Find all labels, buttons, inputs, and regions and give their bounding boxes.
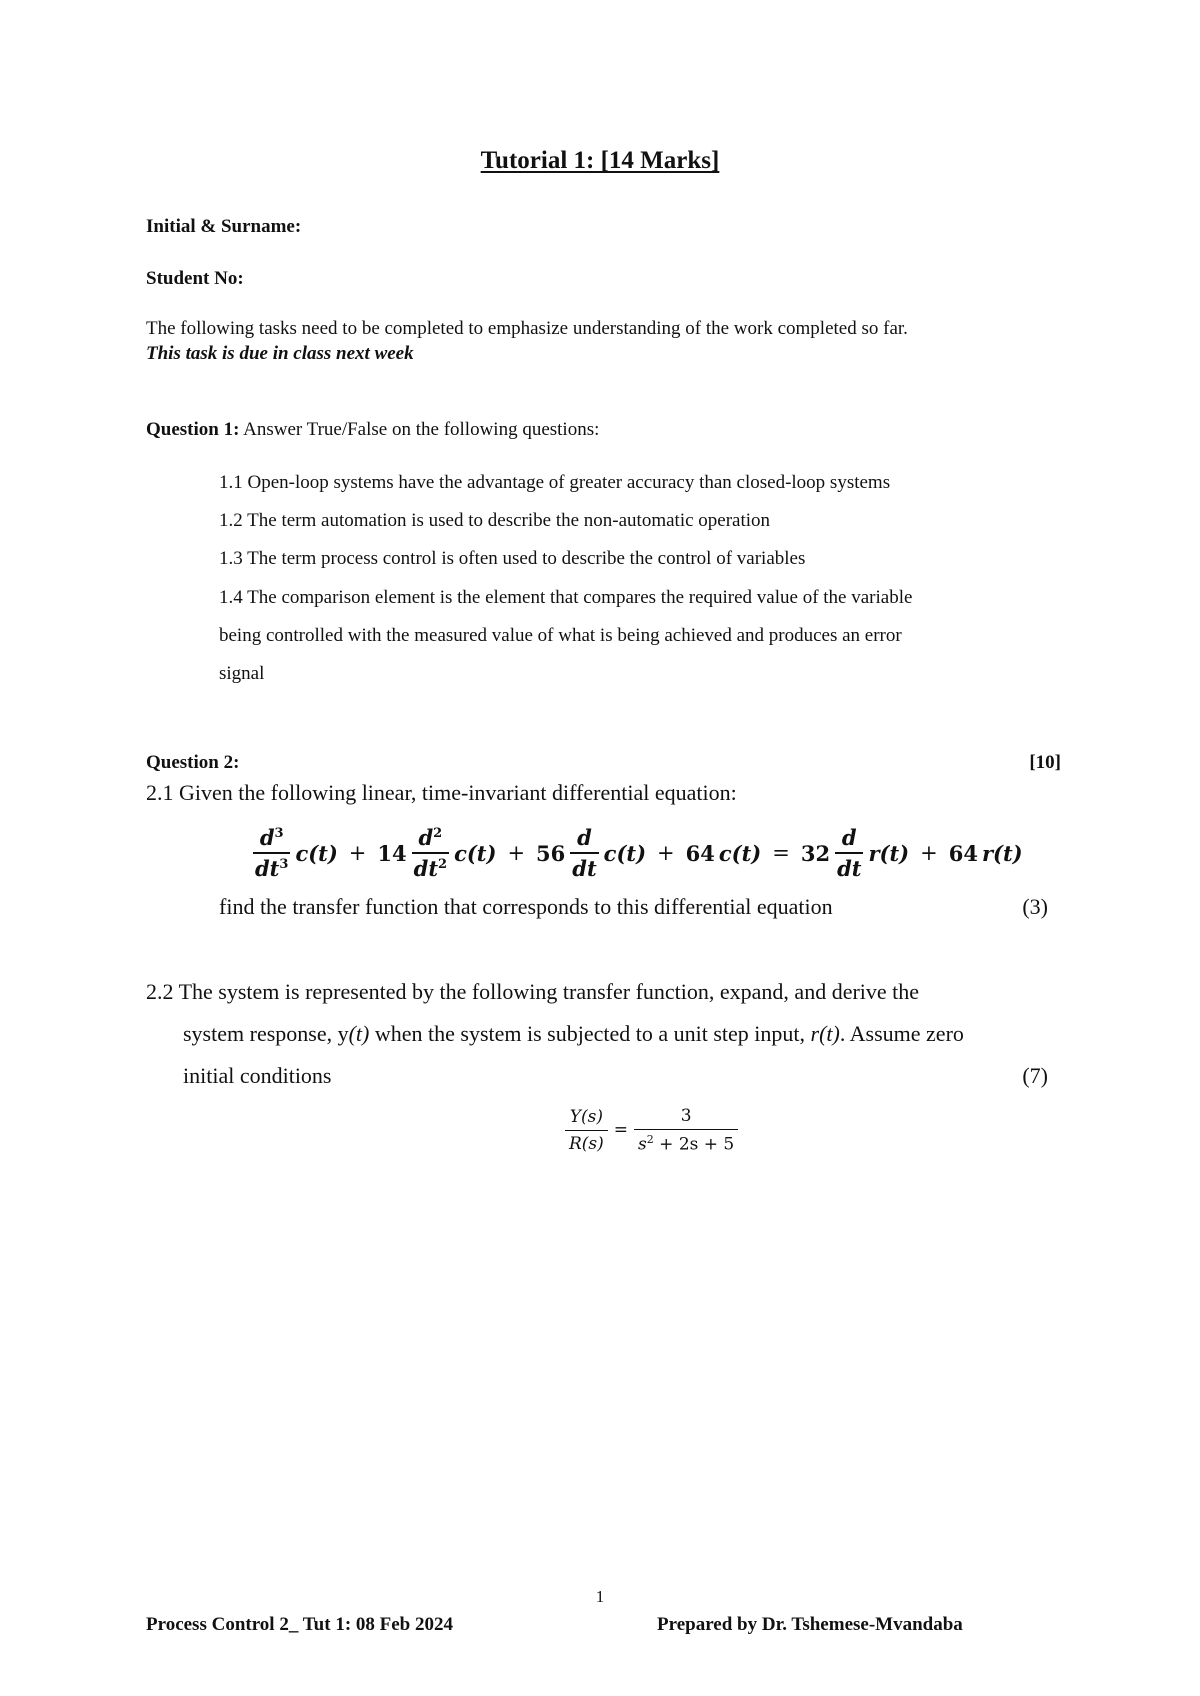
question-2-1-task: find the transfer function that corresponds to this differential equation [219,894,833,919]
eq-coefficient: 64 [685,840,715,866]
third-derivative-operator: $\frac{d^3}{dt^3}$ [255,825,289,881]
question-1-label: Question 1: [146,419,240,440]
page-number: 1 [595,1587,605,1606]
eq-equals: = [772,841,790,865]
question-1-item-continued: being controlled with the measured value of what is being achieved and produces an error [219,625,902,646]
eq-operator: + [348,841,367,865]
footer-author: Prepared by Dr. Tshemese-Mvandaba [657,1614,963,1635]
eq-term: c(t) [718,840,762,866]
first-derivative-operator: $\frac{d}{dt}$ [572,825,597,881]
question-1-prompt: Answer True/False on the following questions: [239,419,600,440]
question-2-1-intro: 2.1 Given the following linear, time-invariant differential equation: [146,780,737,805]
eq-operator: + [657,841,675,865]
tf-equals: = [613,1120,629,1140]
eq-term: c(t) [295,840,338,866]
first-derivative-operator: $\frac{d}{dt}$ [837,825,862,881]
eq-term: r(t) [868,840,910,866]
eq-operator: + [920,841,938,865]
differential-equation [250,818,1025,888]
student-no-label: Student No: [146,268,244,289]
eq-term: r(t) [981,840,1023,866]
eq-coefficient: 14 [377,840,407,866]
question-2-2-line-2: system response, y(t) when the system is subjected to a unit step input, r(t). Assume zero [183,1021,964,1046]
question-1-item: 1.2 The term automation is used to describe the non-automatic operation [219,510,771,531]
question-2-2-line-3: initial conditions [183,1063,332,1088]
question-1-heading [146,419,599,441]
question-2-label: Question 2: [146,752,240,773]
question-1-item: 1.4 The comparison element is the element that compares the required value of the variable [219,587,913,608]
intro-text: The following tasks need to be completed to emphasize understanding of the work completed so far. [146,318,908,339]
question-1-item-continued: signal [219,663,265,684]
due-notice: This task is due in class next week [146,343,414,364]
eq-coefficient: 64 [948,840,978,866]
second-derivative-operator: $\frac{d^2}{dt^2}$ [413,825,448,881]
question-1-item: 1.3 The term process control is often used to describe the control of variables [219,548,806,569]
transfer-function-lhs: $\frac{Y(s)}{R(s)}$ [565,1107,608,1154]
eq-term: c(t) [603,840,647,866]
transfer-function [565,1100,738,1160]
eq-coefficient: 56 [536,840,566,866]
question-2-1-marks: (3) [1022,894,1048,919]
eq-operator: + [507,841,526,865]
eq-term: c(t) [454,840,497,866]
question-1-item: 1.1 Open-loop systems have the advantage of greater accuracy than closed-loop systems [219,472,891,493]
question-2-2-line-1: 2.2 The system is represented by the following transfer function, expand, and derive the [146,979,920,1004]
page-title: Tutorial 1: [14 Marks] [480,147,720,174]
footer-course: Process Control 2_ Tut 1: 08 Feb 2024 [146,1614,453,1635]
initial-surname-label: Initial & Surname: [146,216,302,237]
question-2-2-marks: (7) [1022,1063,1048,1088]
transfer-function-rhs: $\frac{3}{s^2 + 2s + 5}$ [634,1106,738,1155]
question-2-marks: [10] [1029,752,1061,773]
eq-coefficient: 32 [800,840,831,866]
